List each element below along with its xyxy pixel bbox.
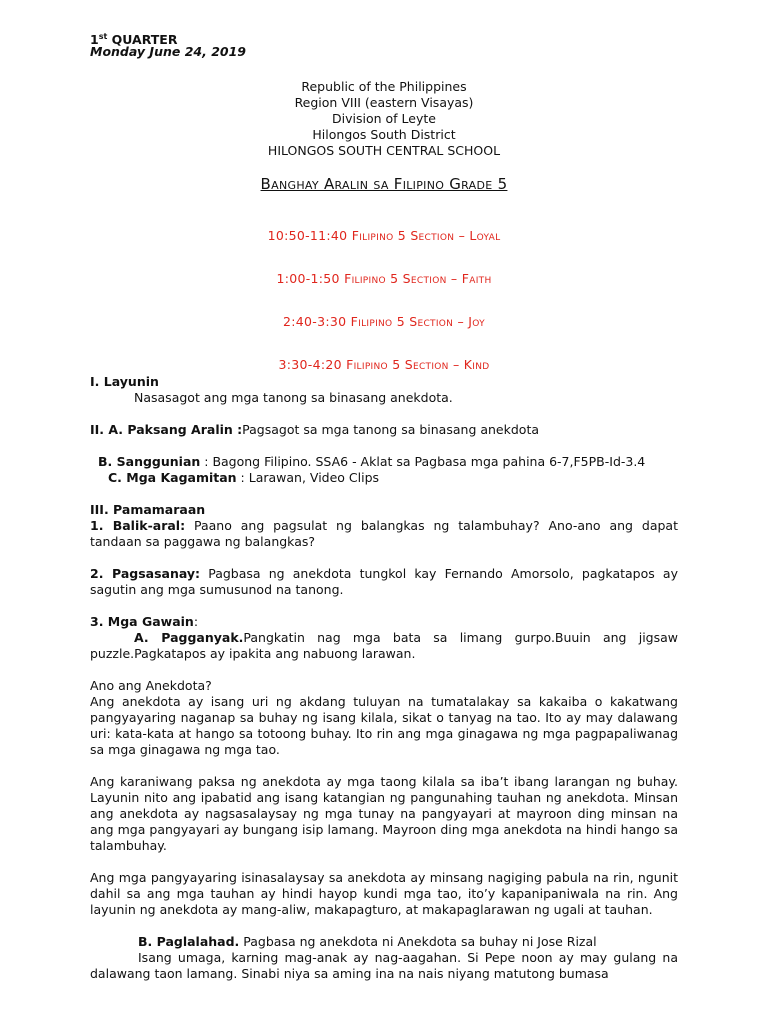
lesson-date: Monday June 24, 2019 — [90, 44, 246, 59]
schedule-line: 10:50-11:40 Filipino 5 Section – Loyal — [267, 228, 501, 243]
school-header — [0, 79, 768, 159]
anekdota-paragraph: Ang mga pangyayaring isinasalaysay sa anekdota ay minsang nagiging pabula na rin, ngunit dahil sa ang mga tauhan ay hindi hayop kundi mga tao, ito’y kapanipaniwala na rin. Ang layunin ng anekdota ay mang-aliw, makapagturo, at makapaglarawan ng ugali at tauhan. — [90, 870, 678, 917]
document-title: Banghay Aralin sa Filipino Grade 5 — [260, 175, 508, 193]
header-region: Region VIII (eastern Visayas) — [294, 95, 474, 110]
anekdota-paragraph: Ang karaniwang paksa ng anekdota ay mga taong kilala sa iba’t ibang larangan ng buhay. Layunin nito ang ipabatid ang isang katangian ng pangunahing tauhan ng anekdota. Minsan ang anekdota ay nagsasalaysay ng mga tunay na pangyayari at mayroon ding minsan na ang mga pangyayari ay bungang isip lamang. Mayroon ding mga anekdota na hindi hango sa talambuhay. — [90, 774, 678, 853]
anekdota-paragraph: Ang anekdota ay isang uri ng akdang tuluyan na tumatalakay sa kakaiba o kakatwang pangyayaring naganap sa buhay ng isang kilala, sikat o tanyag na tao. Ito ay may dalawang uri: kata-kata at hango sa totoong buhay. Ito rin ang mga ginagawa ng mga pagpapaliwanag sa mga ginagawa ng mga tao. — [90, 694, 678, 757]
quarter-label: 1st QUARTER — [90, 32, 178, 48]
paksa-line: II. A. Paksang Aralin :Pagsagot sa mga tanong sa binasang anekdota — [90, 422, 540, 437]
pamamaraan-heading: III. Pamamaraan — [90, 502, 206, 517]
header-division: Division of Leyte — [332, 111, 436, 126]
layunin-text: Nasasagot ang mga tanong sa binasang anekdota. — [134, 390, 453, 405]
lesson-body — [90, 374, 678, 982]
pagganyak-item: A. Pagganyak.Pangkatin nag mga bata sa limang gurpo.Buuin ang jigsaw puzzle.Pagkatapos ay ipakita ang nabuong larawan. — [90, 630, 678, 661]
ano-anekdota-heading: Ano ang Anekdota? — [90, 678, 212, 693]
schedule-line: 1:00-1:50 Filipino 5 Section – Faith — [276, 271, 492, 286]
paglalahad-item: B. Paglalahad. Pagbasa ng anekdota ni Anekdota sa buhay ni Jose Rizal — [138, 934, 597, 949]
header-school: HILONGOS SOUTH CENTRAL SCHOOL — [267, 143, 501, 158]
schedule-line: 2:40-3:30 Filipino 5 Section – Joy — [283, 314, 485, 329]
schedule-line: 3:30-4:20 Filipino 5 Section – Kind — [278, 357, 490, 372]
pagsasanay-item: 2. Pagsasanay: Pagbasa ng anekdota tungkol kay Fernando Amorsolo, pagkatapos ay sagutin ang mga sumusunod na tanong. — [90, 566, 678, 597]
balik-aral-item: 1. Balik-aral: Paano ang pagsulat ng balangkas ng talambuhay? Ano-ano ang dapat tandaan sa paggawa ng balangkas? — [90, 518, 678, 549]
header-district: Hilongos South District — [312, 127, 456, 142]
header-republic: Republic of the Philippines — [301, 79, 467, 94]
sanggunian-line: B. Sanggunian : Bagong Filipino. SSA6 - Aklat sa Pagbasa mga pahina 6-7,F5PB-Id-3.4 — [98, 454, 646, 469]
story-paragraph: Isang umaga, karning mag-anak ay nag-aagahan. Si Pepe noon ay may gulang na dalawang taon lamang. Sinabi niya sa aming ina na nais niyang matutong bumasa — [90, 950, 678, 981]
gawain-heading: 3. Mga Gawain: — [90, 614, 199, 629]
kagamitan-line: C. Mga Kagamitan : Larawan, Video Clips — [108, 470, 380, 485]
layunin-heading: I. Layunin — [90, 374, 159, 389]
